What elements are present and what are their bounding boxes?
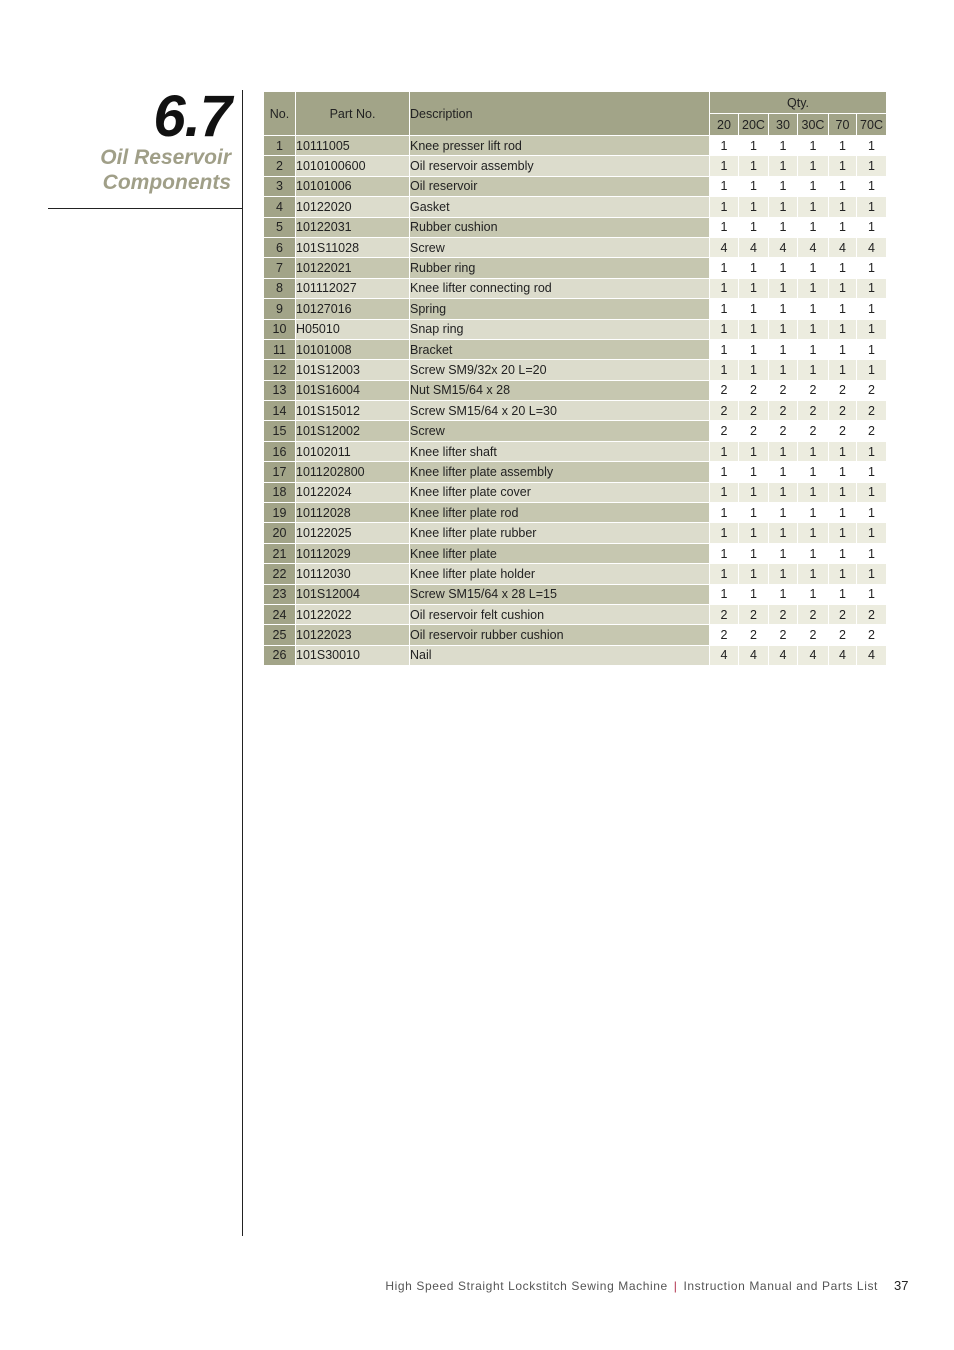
- part-description: Gasket: [410, 197, 710, 217]
- qty-cell: 1: [769, 339, 798, 359]
- qty-cell: 1: [710, 462, 739, 482]
- table-row: [264, 136, 887, 156]
- row-number: 7: [264, 258, 296, 278]
- row-number: 8: [264, 278, 296, 298]
- row-number: 5: [264, 217, 296, 237]
- qty-cell: 2: [857, 401, 887, 421]
- part-description: Knee lifter plate rod: [410, 503, 710, 523]
- part-description: Oil reservoir rubber cushion: [410, 625, 710, 645]
- row-number: 15: [264, 421, 296, 441]
- row-number: 10: [264, 319, 296, 339]
- qty-cell: 1: [710, 299, 739, 319]
- row-number: 9: [264, 299, 296, 319]
- qty-cell: 1: [769, 462, 798, 482]
- qty-cell: 2: [739, 604, 769, 624]
- qty-cell: 1: [829, 360, 857, 380]
- qty-cell: 4: [857, 645, 887, 665]
- qty-cell: 4: [798, 237, 829, 257]
- table-row: [264, 401, 887, 421]
- part-number: 10111005: [296, 136, 410, 156]
- table-row: [264, 319, 887, 339]
- row-number: 11: [264, 339, 296, 359]
- part-number: 1011202800: [296, 462, 410, 482]
- qty-cell: 1: [710, 319, 739, 339]
- qty-cell: 2: [829, 401, 857, 421]
- part-number: 10101008: [296, 339, 410, 359]
- part-description: Knee lifter shaft: [410, 441, 710, 461]
- qty-cell: 1: [857, 482, 887, 502]
- table-row: [264, 462, 887, 482]
- qty-cell: 1: [739, 299, 769, 319]
- part-number: 101S12004: [296, 584, 410, 604]
- qty-cell: 4: [769, 645, 798, 665]
- row-number: 14: [264, 401, 296, 421]
- table-row: [264, 503, 887, 523]
- qty-cell: 2: [739, 625, 769, 645]
- header-model: 30C: [798, 114, 829, 136]
- row-number: 24: [264, 604, 296, 624]
- part-number: H05010: [296, 319, 410, 339]
- part-description: Knee lifter plate: [410, 543, 710, 563]
- header-model: 20: [710, 114, 739, 136]
- qty-cell: 1: [857, 543, 887, 563]
- qty-cell: 1: [710, 258, 739, 278]
- qty-cell: 1: [829, 176, 857, 196]
- qty-cell: 1: [798, 156, 829, 176]
- qty-cell: 2: [710, 625, 739, 645]
- table-row: [264, 584, 887, 604]
- qty-cell: 2: [857, 380, 887, 400]
- qty-cell: 1: [798, 136, 829, 156]
- part-number: 10122022: [296, 604, 410, 624]
- qty-cell: 1: [769, 299, 798, 319]
- qty-cell: 1: [769, 482, 798, 502]
- qty-cell: 1: [829, 441, 857, 461]
- qty-cell: 2: [798, 625, 829, 645]
- table-row: [264, 217, 887, 237]
- margin-rule: [242, 90, 243, 1236]
- qty-cell: 4: [769, 237, 798, 257]
- header-model: 30: [769, 114, 798, 136]
- table-row: [264, 604, 887, 624]
- part-description: Screw SM15/64 x 20 L=30: [410, 401, 710, 421]
- qty-cell: 1: [739, 584, 769, 604]
- qty-cell: 1: [769, 543, 798, 563]
- header-description: Description: [410, 92, 710, 136]
- parts-table-body: [264, 136, 887, 666]
- qty-cell: 1: [857, 503, 887, 523]
- qty-cell: 1: [739, 360, 769, 380]
- section-title: [100, 145, 231, 195]
- header-qty: Qty.: [710, 92, 887, 114]
- qty-cell: 1: [829, 339, 857, 359]
- qty-cell: 1: [739, 441, 769, 461]
- qty-cell: 2: [798, 380, 829, 400]
- header-model: 70C: [857, 114, 887, 136]
- qty-cell: 1: [829, 584, 857, 604]
- part-description: Knee lifter plate cover: [410, 482, 710, 502]
- part-number: 10112028: [296, 503, 410, 523]
- qty-cell: 1: [857, 197, 887, 217]
- qty-cell: 1: [739, 543, 769, 563]
- qty-cell: 1: [798, 176, 829, 196]
- section-title-line-1: Oil Reservoir: [100, 146, 231, 169]
- table-row: [264, 176, 887, 196]
- qty-cell: 1: [710, 564, 739, 584]
- qty-cell: 1: [829, 564, 857, 584]
- part-description: Knee lifter plate rubber: [410, 523, 710, 543]
- header-no: No.: [264, 92, 296, 136]
- table-row: [264, 360, 887, 380]
- qty-cell: 1: [857, 564, 887, 584]
- part-description: Knee presser lift rod: [410, 136, 710, 156]
- qty-cell: 1: [798, 441, 829, 461]
- row-number: 3: [264, 176, 296, 196]
- qty-cell: 1: [769, 564, 798, 584]
- qty-cell: 1: [798, 523, 829, 543]
- qty-cell: 2: [769, 380, 798, 400]
- qty-cell: 1: [739, 523, 769, 543]
- qty-cell: 2: [769, 604, 798, 624]
- qty-cell: 1: [798, 503, 829, 523]
- row-number: 1: [264, 136, 296, 156]
- qty-cell: 1: [857, 217, 887, 237]
- row-number: 18: [264, 482, 296, 502]
- part-number: 10122031: [296, 217, 410, 237]
- qty-cell: 1: [739, 278, 769, 298]
- qty-cell: 1: [857, 584, 887, 604]
- qty-cell: 1: [739, 258, 769, 278]
- qty-cell: 1: [739, 176, 769, 196]
- qty-cell: 1: [829, 278, 857, 298]
- part-description: Rubber cushion: [410, 217, 710, 237]
- footer-subtitle: Instruction Manual and Parts List: [683, 1279, 878, 1293]
- qty-cell: 1: [798, 564, 829, 584]
- footer-separator: |: [673, 1279, 678, 1293]
- qty-cell: 1: [739, 339, 769, 359]
- qty-cell: 1: [798, 482, 829, 502]
- section-title-line-2: Components: [102, 171, 231, 194]
- row-number: 25: [264, 625, 296, 645]
- part-number: 101S30010: [296, 645, 410, 665]
- qty-cell: 2: [798, 604, 829, 624]
- qty-cell: 1: [710, 197, 739, 217]
- qty-cell: 1: [798, 339, 829, 359]
- part-number: 10127016: [296, 299, 410, 319]
- qty-cell: 1: [769, 278, 798, 298]
- table-row: [264, 645, 887, 665]
- qty-cell: 1: [857, 176, 887, 196]
- qty-cell: 2: [739, 421, 769, 441]
- header-part-no: Part No.: [296, 92, 410, 136]
- qty-cell: 2: [710, 421, 739, 441]
- qty-cell: 2: [857, 604, 887, 624]
- qty-cell: 1: [739, 482, 769, 502]
- qty-cell: 1: [857, 360, 887, 380]
- qty-cell: 1: [769, 503, 798, 523]
- qty-cell: 1: [798, 299, 829, 319]
- row-number: 19: [264, 503, 296, 523]
- qty-cell: 1: [710, 584, 739, 604]
- header-model: 20C: [739, 114, 769, 136]
- part-description: Rubber ring: [410, 258, 710, 278]
- row-number: 13: [264, 380, 296, 400]
- part-number: 10112029: [296, 543, 410, 563]
- part-number: 10122023: [296, 625, 410, 645]
- qty-cell: 1: [769, 136, 798, 156]
- qty-cell: 1: [739, 136, 769, 156]
- qty-cell: 1: [798, 217, 829, 237]
- table-row: [264, 237, 887, 257]
- qty-cell: 1: [710, 217, 739, 237]
- table-row: [264, 523, 887, 543]
- qty-cell: 1: [710, 360, 739, 380]
- qty-cell: 1: [769, 156, 798, 176]
- part-description: Nail: [410, 645, 710, 665]
- part-number: 10122021: [296, 258, 410, 278]
- table-row: [264, 482, 887, 502]
- qty-cell: 1: [710, 136, 739, 156]
- qty-cell: 2: [829, 604, 857, 624]
- qty-cell: 1: [798, 543, 829, 563]
- table-row: [264, 197, 887, 217]
- qty-cell: 1: [710, 503, 739, 523]
- qty-cell: 2: [769, 401, 798, 421]
- part-description: Snap ring: [410, 319, 710, 339]
- qty-cell: 1: [769, 584, 798, 604]
- qty-cell: 1: [798, 197, 829, 217]
- qty-cell: 2: [710, 380, 739, 400]
- row-number: 12: [264, 360, 296, 380]
- qty-cell: 1: [829, 503, 857, 523]
- qty-cell: 2: [739, 401, 769, 421]
- qty-cell: 1: [829, 136, 857, 156]
- qty-cell: 1: [857, 339, 887, 359]
- qty-cell: 1: [798, 278, 829, 298]
- table-row: [264, 543, 887, 563]
- qty-cell: 1: [710, 482, 739, 502]
- qty-cell: 2: [857, 421, 887, 441]
- row-number: 26: [264, 645, 296, 665]
- part-description: Screw SM15/64 x 28 L=15: [410, 584, 710, 604]
- qty-cell: 4: [798, 645, 829, 665]
- part-description: Knee lifter plate assembly: [410, 462, 710, 482]
- row-number: 22: [264, 564, 296, 584]
- part-description: Oil reservoir: [410, 176, 710, 196]
- header-model: 70: [829, 114, 857, 136]
- qty-cell: 1: [739, 217, 769, 237]
- part-number: 101112027: [296, 278, 410, 298]
- qty-cell: 1: [829, 543, 857, 563]
- table-row: [264, 441, 887, 461]
- qty-cell: 4: [710, 237, 739, 257]
- table-row: [264, 380, 887, 400]
- qty-cell: 2: [798, 421, 829, 441]
- qty-cell: 1: [829, 217, 857, 237]
- qty-cell: 1: [739, 156, 769, 176]
- row-number: 16: [264, 441, 296, 461]
- qty-cell: 1: [857, 523, 887, 543]
- row-number: 2: [264, 156, 296, 176]
- table-row: [264, 421, 887, 441]
- footer-title: High Speed Straight Lockstitch Sewing Machine: [385, 1279, 668, 1293]
- qty-cell: 1: [769, 441, 798, 461]
- part-description: Nut SM15/64 x 28: [410, 380, 710, 400]
- qty-cell: 4: [739, 645, 769, 665]
- qty-cell: 2: [710, 604, 739, 624]
- part-description: Knee lifter connecting rod: [410, 278, 710, 298]
- qty-cell: 1: [769, 258, 798, 278]
- part-description: Oil reservoir felt cushion: [410, 604, 710, 624]
- qty-cell: 2: [769, 421, 798, 441]
- qty-cell: 1: [798, 258, 829, 278]
- part-number: 101S12003: [296, 360, 410, 380]
- qty-cell: 1: [710, 278, 739, 298]
- qty-cell: 2: [769, 625, 798, 645]
- qty-cell: 1: [739, 319, 769, 339]
- qty-cell: 1: [857, 441, 887, 461]
- part-description: Screw: [410, 421, 710, 441]
- qty-cell: 1: [829, 258, 857, 278]
- qty-cell: 1: [857, 258, 887, 278]
- part-description: Spring: [410, 299, 710, 319]
- table-row: [264, 258, 887, 278]
- qty-cell: 4: [710, 645, 739, 665]
- row-number: 23: [264, 584, 296, 604]
- part-number: 10122024: [296, 482, 410, 502]
- qty-cell: 1: [829, 523, 857, 543]
- part-number: 10112030: [296, 564, 410, 584]
- row-number: 21: [264, 543, 296, 563]
- row-number: 4: [264, 197, 296, 217]
- qty-cell: 2: [798, 401, 829, 421]
- qty-cell: 1: [710, 543, 739, 563]
- table-row: [264, 625, 887, 645]
- qty-cell: 1: [710, 339, 739, 359]
- qty-cell: 1: [769, 360, 798, 380]
- qty-cell: 1: [710, 523, 739, 543]
- qty-cell: 1: [769, 523, 798, 543]
- part-number: 1010100600: [296, 156, 410, 176]
- qty-cell: 1: [857, 299, 887, 319]
- qty-cell: 1: [710, 441, 739, 461]
- qty-cell: 1: [798, 319, 829, 339]
- table-row: [264, 339, 887, 359]
- part-description: Knee lifter plate holder: [410, 564, 710, 584]
- qty-cell: 2: [710, 401, 739, 421]
- table-row: [264, 278, 887, 298]
- qty-cell: 1: [739, 564, 769, 584]
- qty-cell: 1: [798, 462, 829, 482]
- part-number: 10122025: [296, 523, 410, 543]
- part-description: Bracket: [410, 339, 710, 359]
- qty-cell: 2: [829, 625, 857, 645]
- qty-cell: 1: [769, 197, 798, 217]
- qty-cell: 1: [710, 156, 739, 176]
- qty-cell: 1: [739, 462, 769, 482]
- part-number: 101S12002: [296, 421, 410, 441]
- part-number: 101S15012: [296, 401, 410, 421]
- table-row: [264, 156, 887, 176]
- qty-cell: 4: [829, 237, 857, 257]
- qty-cell: 2: [829, 421, 857, 441]
- qty-cell: 1: [739, 503, 769, 523]
- qty-cell: 1: [857, 156, 887, 176]
- parts-table: [263, 91, 887, 666]
- qty-cell: 1: [769, 176, 798, 196]
- qty-cell: 1: [829, 319, 857, 339]
- qty-cell: 1: [857, 319, 887, 339]
- part-description: Screw SM9/32x 20 L=20: [410, 360, 710, 380]
- qty-cell: 1: [829, 462, 857, 482]
- page-number: 37: [894, 1278, 909, 1293]
- qty-cell: 1: [769, 319, 798, 339]
- qty-cell: 1: [829, 299, 857, 319]
- qty-cell: 1: [798, 584, 829, 604]
- qty-cell: 1: [857, 136, 887, 156]
- table-row: [264, 564, 887, 584]
- part-description: Oil reservoir assembly: [410, 156, 710, 176]
- part-number: 10101006: [296, 176, 410, 196]
- qty-cell: 2: [739, 380, 769, 400]
- part-number: 101S11028: [296, 237, 410, 257]
- qty-cell: 1: [710, 176, 739, 196]
- row-number: 20: [264, 523, 296, 543]
- qty-cell: 4: [829, 645, 857, 665]
- qty-cell: 1: [829, 156, 857, 176]
- qty-cell: 1: [857, 462, 887, 482]
- row-number: 6: [264, 237, 296, 257]
- qty-cell: 2: [857, 625, 887, 645]
- qty-cell: 1: [829, 197, 857, 217]
- footer: [385, 1279, 878, 1293]
- part-number: 10102011: [296, 441, 410, 461]
- title-divider: [48, 208, 243, 209]
- qty-cell: 1: [857, 278, 887, 298]
- part-description: Screw: [410, 237, 710, 257]
- part-number: 10122020: [296, 197, 410, 217]
- qty-cell: 2: [829, 380, 857, 400]
- table-row: [264, 299, 887, 319]
- qty-cell: 1: [739, 197, 769, 217]
- qty-cell: 4: [857, 237, 887, 257]
- qty-cell: 4: [739, 237, 769, 257]
- qty-cell: 1: [769, 217, 798, 237]
- qty-cell: 1: [798, 360, 829, 380]
- part-number: 101S16004: [296, 380, 410, 400]
- qty-cell: 1: [829, 482, 857, 502]
- row-number: 17: [264, 462, 296, 482]
- section-number: 6.7: [153, 84, 231, 149]
